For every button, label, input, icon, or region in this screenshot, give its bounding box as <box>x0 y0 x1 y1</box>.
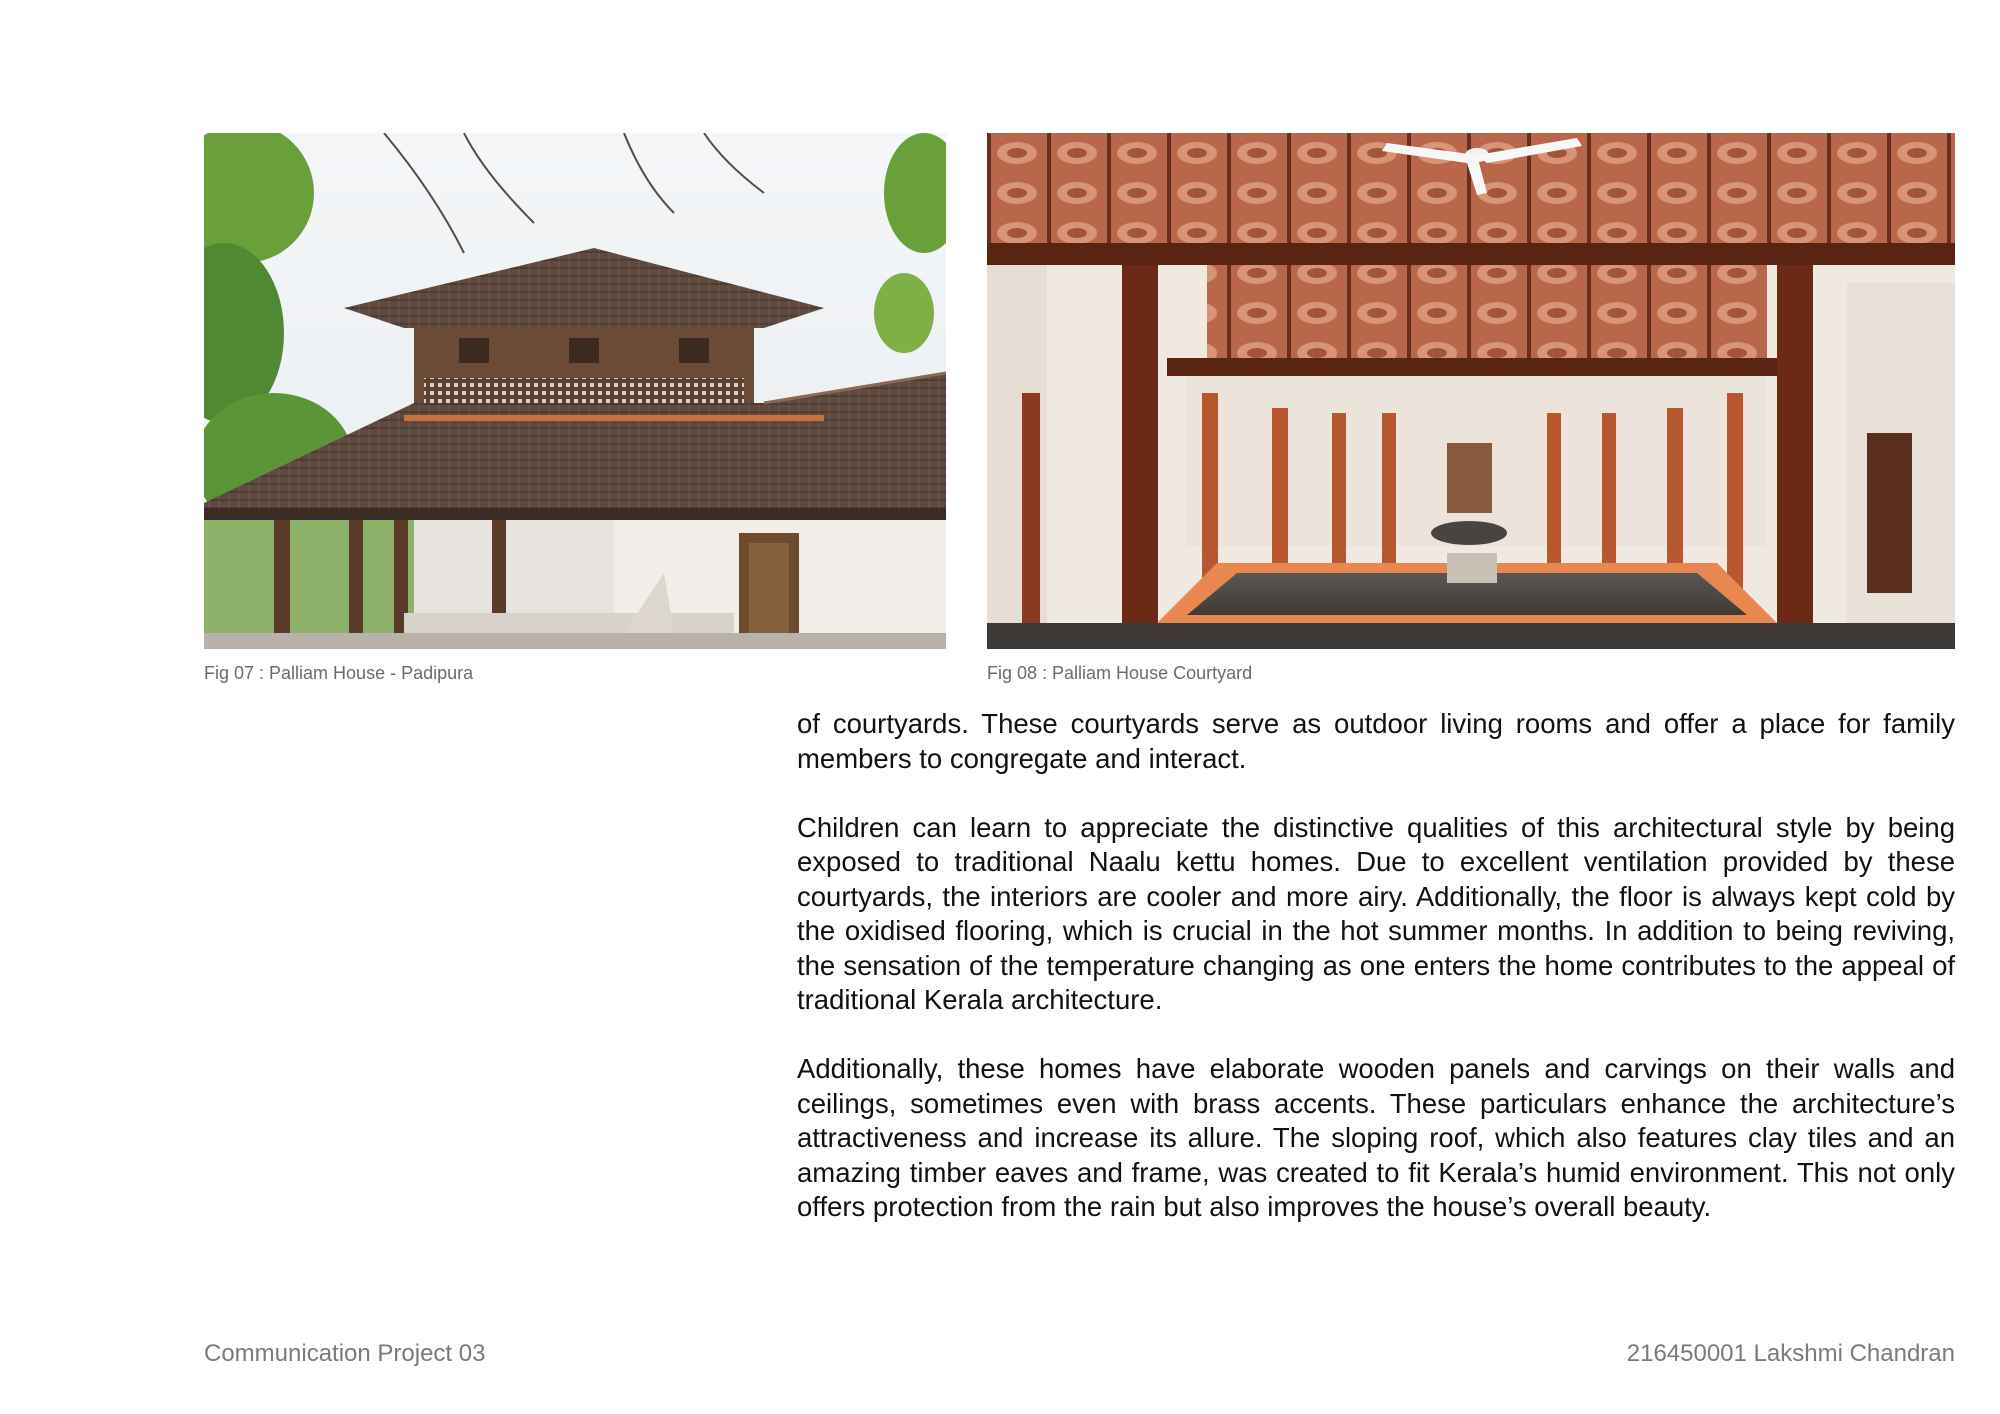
body-text <box>797 707 1955 1259</box>
figure-palliam-house-courtyard <box>987 133 1955 649</box>
house-exterior-photo <box>204 133 946 649</box>
footer-project-title: Communication Project 03 <box>204 1340 486 1367</box>
figure-palliam-house-padipura <box>204 133 946 649</box>
body-paragraph: Additionally, these homes have elaborate wooden panels and carvings on their walls and ceilings, sometimes even with brass accents. These particulars enhance the architecture’s attractiveness and increase its allure. The sloping roof, which also features clay tiles and an amazing timber eaves and frame, was created to fit Kerala’s humid environment. This not only offers protection from the rain but also improves the house’s overall beauty. <box>797 1053 1955 1222</box>
footer-author: 216450001 Lakshmi Chandran <box>1626 1340 1955 1367</box>
body-paragraph: Children can learn to appreciate the distinctive qualities of this architectural style by being exposed to traditional Naalu kettu homes. Due to excellent ventilation provided by these courtyards, the interiors are cooler and more airy. Additionally, the floor is always kept cold by the oxidised flooring, which is crucial in the hot summer months. In addition to being reviving, the sensation of the temperature changing as one enters the home contributes to the appeal of traditional Kerala architecture. <box>797 811 1955 1015</box>
figure-caption: Fig 08 : Palliam House Courtyard <box>987 663 1253 683</box>
body-paragraph: of courtyards. These courtyards serve as outdoor living rooms and offer a place for family members to congregate and interact. <box>797 708 1955 774</box>
courtyard-interior-photo <box>987 133 1955 649</box>
figure-caption: Fig 07 : Palliam House - Padipura <box>204 663 474 683</box>
